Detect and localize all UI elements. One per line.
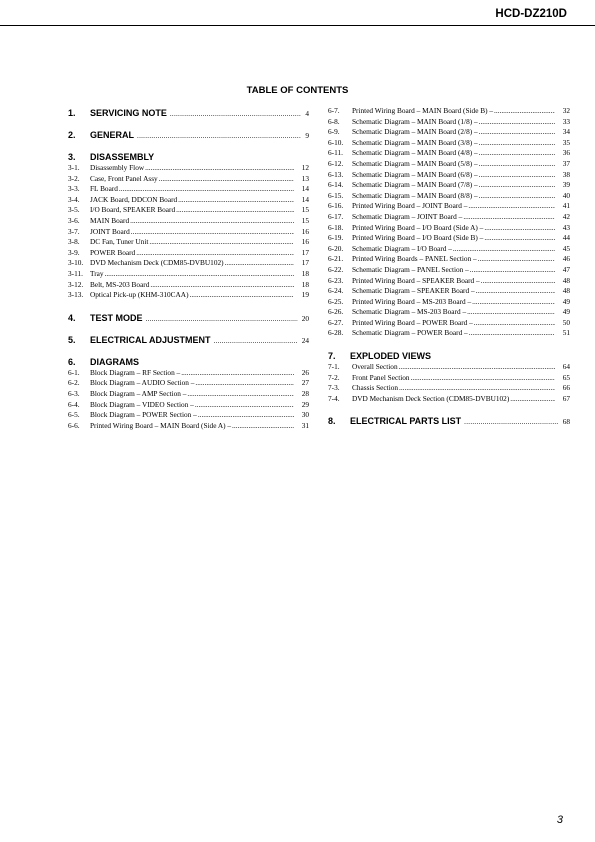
toc-item[interactable]: [68, 195, 309, 206]
toc-item[interactable]: [328, 127, 570, 138]
section-number: 5.: [68, 334, 76, 345]
item-number: 6-13.: [328, 169, 344, 179]
item-page: 48: [562, 275, 570, 285]
section-number: 1.: [68, 108, 76, 118]
item-page: 50: [562, 317, 570, 327]
section-title: TEST MODE: [90, 312, 143, 323]
item-title: FL Board: [90, 184, 118, 194]
section-title: ELECTRICAL PARTS LIST: [350, 416, 462, 427]
toc-right-column: [328, 106, 570, 427]
item-number: 3-5.: [68, 205, 80, 215]
dot-leader: [399, 383, 555, 394]
section-title: EXPLODED VIEWS: [350, 351, 432, 362]
section-number: 8.: [328, 416, 336, 427]
toc-item[interactable]: [328, 254, 570, 265]
item-page: 49: [562, 296, 570, 306]
item-title: I/O Board, SPEAKER Board: [90, 205, 176, 215]
item-page: 66: [562, 383, 570, 393]
dot-leader: [479, 191, 555, 202]
item-title: Schematic Diagram – I/O Board –: [352, 243, 452, 253]
toc-item[interactable]: [68, 227, 309, 238]
item-number: 6-8.: [328, 116, 340, 126]
toc-item[interactable]: [328, 170, 570, 181]
section-number: 4.: [68, 312, 76, 323]
toc-title: TABLE OF CONTENTS: [246, 85, 349, 96]
item-title: POWER Board: [90, 247, 136, 257]
item-title: DVD Mechanism Deck (CDM85-DVBU102): [90, 258, 224, 268]
item-page: 18: [301, 279, 309, 289]
toc-item[interactable]: [68, 237, 309, 248]
item-page: 38: [562, 169, 570, 179]
toc-section-4[interactable]: [68, 312, 309, 324]
item-page: 30: [301, 410, 309, 420]
item-number: 6-25.: [328, 296, 344, 306]
dot-leader: [474, 318, 555, 329]
item-number: 6-24.: [328, 286, 344, 296]
item-page: 33: [562, 116, 570, 126]
toc-item[interactable]: [68, 290, 309, 301]
dot-leader: [479, 159, 555, 170]
item-title: Chassis Section: [352, 383, 399, 393]
item-page: 49: [562, 307, 570, 317]
item-page: 16: [301, 226, 309, 236]
toc-item[interactable]: [68, 269, 309, 280]
section-number: 7.: [328, 351, 336, 362]
item-number: 6-20.: [328, 243, 344, 253]
toc-section-8[interactable]: [328, 415, 570, 427]
dot-leader: [481, 276, 555, 287]
section-number: 6.: [68, 356, 76, 367]
item-page: 42: [562, 211, 570, 221]
item-number: 6-1.: [68, 367, 80, 377]
section-title: ELECTRICAL ADJUSTMENT: [90, 334, 211, 345]
toc-section-7[interactable]: [328, 350, 570, 362]
item-page: 39: [562, 180, 570, 190]
item-number: 6-21.: [328, 254, 344, 264]
section-title: DIAGRAMS: [90, 356, 139, 367]
dot-leader: [470, 265, 555, 276]
toc-item[interactable]: [68, 258, 309, 269]
dot-leader: [195, 400, 294, 411]
item-title: Schematic Diagram – MAIN Board (3/8) –: [352, 137, 478, 147]
toc-item[interactable]: [328, 328, 570, 339]
item-page: 64: [562, 362, 570, 372]
dot-leader: [181, 368, 294, 379]
toc-item[interactable]: [328, 373, 570, 384]
dot-leader: [479, 117, 555, 128]
item-title: Block Diagram – RF Section –: [90, 367, 181, 377]
item-title: Printed Wiring Board – SPEAKER Board –: [352, 275, 480, 285]
dot-leader: [131, 227, 294, 238]
toc-item[interactable]: [328, 297, 570, 308]
item-number: 6-15.: [328, 190, 344, 200]
item-page: 44: [562, 233, 570, 243]
item-page: 29: [301, 399, 309, 409]
item-page: 18: [301, 268, 309, 278]
dot-leader: [149, 237, 294, 248]
item-page: 65: [562, 372, 570, 382]
item-page: 17: [301, 258, 309, 268]
toc-item[interactable]: [68, 248, 309, 259]
item-number: 3-9.: [68, 247, 80, 257]
item-number: 3-1.: [68, 163, 80, 172]
item-number: 6-10.: [328, 137, 344, 147]
dot-leader: [464, 416, 559, 428]
dot-leader: [463, 212, 555, 223]
item-page: 46: [562, 254, 570, 264]
dot-leader: [198, 410, 294, 421]
toc-section-3[interactable]: [68, 151, 309, 163]
toc-item[interactable]: [328, 286, 570, 297]
item-page: 16: [301, 237, 309, 247]
toc-item[interactable]: [68, 410, 309, 421]
toc-item[interactable]: [328, 191, 570, 202]
item-title: JOINT Board: [90, 226, 130, 236]
page-number: 3: [556, 814, 563, 826]
item-title: Disassembly Flow: [90, 163, 145, 172]
item-number: 6-17.: [328, 211, 344, 221]
toc-section-1[interactable]: [68, 107, 309, 119]
item-title: Schematic Diagram – MAIN Board (2/8) –: [352, 127, 478, 137]
section-page: 24: [301, 335, 309, 345]
toc-item[interactable]: [328, 307, 570, 318]
item-number: 6-16.: [328, 201, 344, 211]
item-title: Block Diagram – AMP Section –: [90, 388, 187, 398]
item-number: 6-12.: [328, 158, 344, 168]
dot-leader: [159, 174, 294, 185]
item-title: Schematic Diagram – MAIN Board (8/8) –: [352, 190, 478, 200]
item-title: Schematic Diagram – MAIN Board (1/8) –: [352, 116, 478, 126]
dot-leader: [195, 378, 294, 389]
item-title: Printed Wiring Board – MS-203 Board –: [352, 296, 472, 306]
dot-leader: [130, 216, 294, 227]
item-title: Overall Section: [352, 362, 398, 372]
section-page: 68: [562, 417, 570, 427]
model-number: HCD-DZ210D: [495, 8, 567, 20]
dot-leader: [190, 290, 295, 301]
dot-leader: [137, 130, 301, 142]
item-number: 3-6.: [68, 215, 80, 225]
item-title: Case, Front Panel Assy: [90, 173, 158, 183]
toc-item[interactable]: [328, 180, 570, 191]
section-title: DISASSEMBLY: [90, 152, 155, 162]
item-title: Printed Wiring Board – I/O Board (Side A) –: [352, 222, 484, 232]
item-page: 27: [301, 378, 309, 388]
dot-leader: [478, 254, 555, 265]
item-page: 67: [562, 393, 570, 403]
section-number: 2.: [68, 130, 76, 140]
toc-left-column: [68, 107, 309, 431]
toc-item[interactable]: [328, 106, 570, 117]
dot-leader: [187, 389, 294, 400]
item-number: 6-9.: [328, 127, 340, 137]
toc-item[interactable]: [328, 233, 570, 244]
item-title: Printed Wiring Board – MAIN Board (Side A) –: [90, 420, 232, 430]
toc-item[interactable]: [68, 421, 309, 432]
section-title: SERVICING NOTE: [90, 108, 167, 118]
item-page: 19: [301, 290, 309, 300]
item-page: 13: [301, 173, 309, 183]
item-title: Printed Wiring Board – I/O Board (Side B) –: [352, 233, 484, 243]
dot-leader: [484, 233, 555, 244]
dot-leader: [170, 108, 301, 120]
header-rule: [0, 25, 595, 26]
item-number: 6-2.: [68, 378, 80, 388]
item-page: 15: [301, 215, 309, 225]
item-number: 6-4.: [68, 399, 80, 409]
item-page: 35: [562, 137, 570, 147]
dot-leader: [479, 127, 555, 138]
toc-item[interactable]: [68, 216, 309, 227]
item-number: 7-1.: [328, 362, 340, 372]
item-page: 32: [562, 106, 570, 115]
item-number: 7-2.: [328, 372, 340, 382]
toc-section-2[interactable]: [68, 129, 309, 141]
item-page: 43: [562, 222, 570, 232]
dot-leader: [136, 248, 294, 259]
toc-item[interactable]: [328, 223, 570, 234]
item-number: 3-13.: [68, 290, 84, 300]
item-number: 6-27.: [328, 317, 344, 327]
toc-section-6[interactable]: [68, 356, 309, 368]
toc-item[interactable]: [328, 276, 570, 287]
dot-leader: [479, 180, 555, 191]
toc-item[interactable]: [328, 383, 570, 394]
item-number: 6-23.: [328, 275, 344, 285]
item-number: 3-4.: [68, 194, 80, 204]
item-title: Block Diagram – VIDEO Section –: [90, 399, 194, 409]
item-number: 6-6.: [68, 420, 80, 430]
toc-item[interactable]: [68, 280, 309, 291]
item-number: 7-4.: [328, 393, 340, 403]
item-number: 6-28.: [328, 328, 344, 338]
toc-item[interactable]: [328, 212, 570, 223]
item-number: 3-8.: [68, 237, 80, 247]
toc-item[interactable]: [68, 174, 309, 185]
toc-item[interactable]: [328, 265, 570, 276]
item-title: Schematic Diagram – MAIN Board (7/8) –: [352, 180, 478, 190]
item-title: Schematic Diagram – JOINT Board –: [352, 211, 463, 221]
section-page: 4: [305, 109, 309, 118]
dot-leader: [467, 307, 555, 318]
dot-leader: [178, 195, 294, 206]
item-page: 28: [301, 388, 309, 398]
item-number: 6-11.: [328, 148, 343, 158]
dot-leader: [145, 163, 294, 174]
item-number: 6-26.: [328, 307, 344, 317]
item-number: 6-3.: [68, 388, 80, 398]
item-page: 15: [301, 205, 309, 215]
item-page: 36: [562, 148, 570, 158]
item-number: 6-14.: [328, 180, 344, 190]
item-title: Front Panel Section: [352, 372, 410, 382]
item-title: Block Diagram – AUDIO Section –: [90, 378, 195, 388]
item-page: 17: [301, 247, 309, 257]
item-page: 12: [301, 163, 309, 172]
item-page: 14: [301, 194, 309, 204]
dot-leader: [494, 106, 555, 117]
toc-item[interactable]: [328, 201, 570, 212]
item-number: 3-11.: [68, 268, 83, 278]
dot-leader: [469, 328, 555, 339]
item-number: 3-3.: [68, 184, 80, 194]
toc-item[interactable]: [68, 389, 309, 400]
toc-item[interactable]: [68, 205, 309, 216]
item-title: JACK Board, DDCON Board: [90, 194, 178, 204]
dot-leader: [484, 223, 555, 234]
section-number: 3.: [68, 152, 76, 162]
item-number: 6-18.: [328, 222, 344, 232]
item-title: Schematic Diagram – MAIN Board (6/8) –: [352, 169, 478, 179]
item-title: Printed Wiring Boards – PANEL Section –: [352, 254, 477, 264]
dot-leader: [119, 184, 294, 195]
dot-leader: [468, 201, 555, 212]
toc-item[interactable]: [328, 318, 570, 329]
toc-item[interactable]: [328, 244, 570, 255]
item-title: Printed Wiring Board – MAIN Board (Side B) –: [352, 106, 494, 115]
item-number: 6-22.: [328, 264, 344, 274]
dot-leader: [453, 244, 555, 255]
item-page: 37: [562, 158, 570, 168]
dot-leader: [476, 286, 555, 297]
item-page: 45: [562, 243, 570, 253]
item-page: 51: [562, 328, 570, 338]
dot-leader: [479, 148, 555, 159]
item-title: DC Fan, Tuner Unit: [90, 237, 149, 247]
section-page: 9: [305, 131, 309, 140]
item-number: 3-12.: [68, 279, 84, 289]
item-title: Belt, MS-203 Board: [90, 279, 150, 289]
item-page: 34: [562, 127, 570, 137]
item-number: 7-3.: [328, 383, 340, 393]
toc-item[interactable]: [68, 368, 309, 379]
dot-leader: [105, 269, 294, 280]
toc-item[interactable]: [328, 362, 570, 373]
item-number: 6-7.: [328, 106, 340, 115]
toc-item[interactable]: [68, 184, 309, 195]
toc-item[interactable]: [328, 394, 570, 405]
dot-leader: [472, 297, 555, 308]
dot-leader: [214, 335, 298, 347]
section-page: 20: [301, 313, 309, 323]
item-number: 6-19.: [328, 233, 344, 243]
item-number: 6-5.: [68, 410, 80, 420]
dot-leader: [479, 170, 555, 181]
item-number: 3-10.: [68, 258, 84, 268]
toc-item[interactable]: [328, 117, 570, 128]
item-page: 31: [301, 420, 309, 430]
item-title: Schematic Diagram – MAIN Board (5/8) –: [352, 158, 478, 168]
item-title: Block Diagram – POWER Section –: [90, 410, 197, 420]
item-page: 48: [562, 286, 570, 296]
toc-item[interactable]: [68, 378, 309, 389]
toc-item[interactable]: [328, 148, 570, 159]
item-page: 47: [562, 264, 570, 274]
dot-leader: [232, 421, 294, 432]
item-title: Schematic Diagram – PANEL Section –: [352, 264, 469, 274]
item-page: 14: [301, 184, 309, 194]
item-title: Tray: [90, 268, 104, 278]
dot-leader: [150, 280, 294, 291]
dot-leader: [146, 313, 298, 325]
item-title: Schematic Diagram – MAIN Board (4/8) –: [352, 148, 478, 158]
item-title: Printed Wiring Board – JOINT Board –: [352, 201, 468, 211]
dot-leader: [510, 394, 555, 405]
toc-item[interactable]: [328, 138, 570, 149]
toc-section-5[interactable]: [68, 334, 309, 346]
dot-leader: [176, 205, 294, 216]
item-title: MAIN Board: [90, 215, 130, 225]
item-page: 26: [301, 367, 309, 377]
toc-item[interactable]: [68, 400, 309, 411]
item-title: Schematic Diagram – SPEAKER Board –: [352, 286, 475, 296]
item-page: 41: [562, 201, 570, 211]
section-title: GENERAL: [90, 130, 135, 140]
toc-item[interactable]: [68, 163, 309, 174]
item-title: Optical Pick-up (KHM-310CAA): [90, 290, 189, 300]
item-title: Schematic Diagram – MS-203 Board –: [352, 307, 467, 317]
toc-item[interactable]: [328, 159, 570, 170]
dot-leader: [399, 362, 555, 373]
dot-leader: [411, 373, 555, 384]
item-number: 3-7.: [68, 226, 80, 236]
item-title: Schematic Diagram – POWER Board –: [352, 328, 468, 338]
item-title: Printed Wiring Board – POWER Board –: [352, 317, 473, 327]
item-number: 3-2.: [68, 173, 80, 183]
item-page: 40: [562, 190, 570, 200]
dot-leader: [225, 258, 294, 269]
dot-leader: [479, 138, 555, 149]
item-title: DVD Mechanism Deck Section (CDM85-DVBU102): [352, 393, 510, 403]
